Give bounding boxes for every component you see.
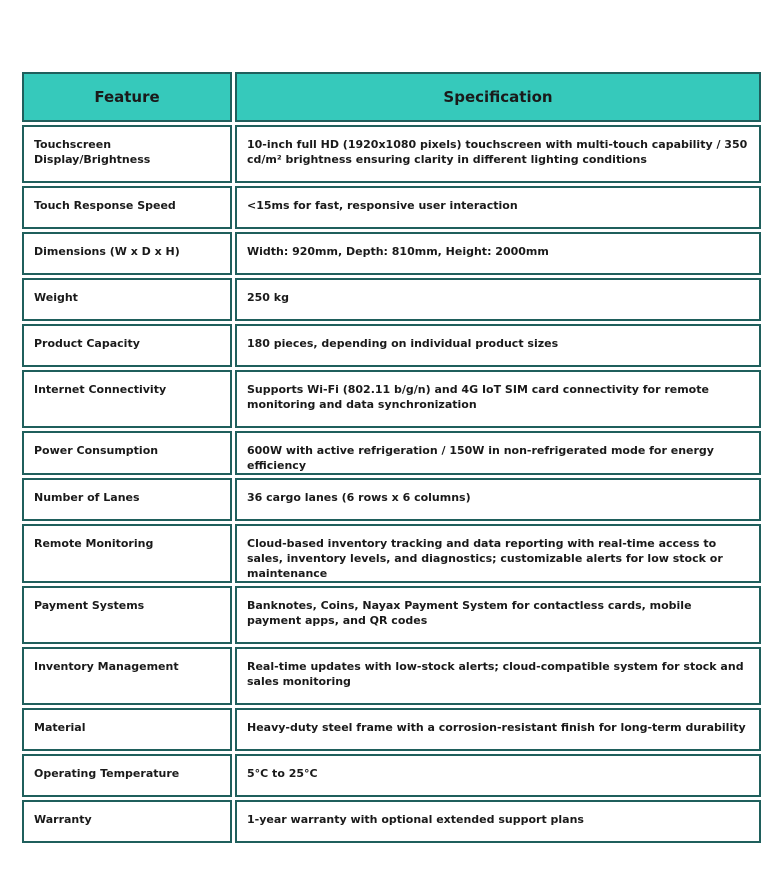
specification-cell: 1-year warranty with optional extended support plans (235, 800, 761, 843)
feature-cell: Number of Lanes (22, 478, 232, 521)
specification-cell: 5°C to 25°C (235, 754, 761, 797)
feature-cell: Warranty (22, 800, 232, 843)
feature-cell: Touchscreen Display/Brightness (22, 125, 232, 183)
specification-cell: 600W with active refrigeration / 150W in non-refrigerated mode for energy efficiency (235, 431, 761, 475)
specification-cell: Real-time updates with low-stock alerts; cloud-compatible system for stock and sales monitoring (235, 647, 761, 705)
feature-cell: Internet Connectivity (22, 370, 232, 428)
table-row (22, 278, 761, 321)
table-row (22, 232, 761, 275)
specification-column-header: Specification (235, 72, 761, 122)
specification-cell: 250 kg (235, 278, 761, 321)
table-row (22, 370, 761, 428)
specification-cell: <15ms for fast, responsive user interaction (235, 186, 761, 229)
table-header-row (22, 72, 761, 122)
specification-cell: Cloud-based inventory tracking and data reporting with real-time access to sales, inventory levels, and diagnostics; customizable alerts for low stock or maintenance (235, 524, 761, 583)
specification-cell: Supports Wi-Fi (802.11 b/g/n) and 4G IoT SIM card connectivity for remote monitoring and data synchronization (235, 370, 761, 428)
table-row (22, 186, 761, 229)
feature-cell: Inventory Management (22, 647, 232, 705)
specification-cell: 36 cargo lanes (6 rows x 6 columns) (235, 478, 761, 521)
feature-cell: Touch Response Speed (22, 186, 232, 229)
specification-cell: Width: 920mm, Depth: 810mm, Height: 2000mm (235, 232, 761, 275)
table-row (22, 431, 761, 475)
table-row (22, 524, 761, 583)
table-row (22, 478, 761, 521)
table-row (22, 125, 761, 183)
feature-cell: Remote Monitoring (22, 524, 232, 583)
feature-cell: Operating Temperature (22, 754, 232, 797)
specification-cell: Heavy-duty steel frame with a corrosion-resistant finish for long-term durability (235, 708, 761, 751)
feature-cell: Dimensions (W x D x H) (22, 232, 232, 275)
table-row (22, 800, 761, 843)
table-row (22, 754, 761, 797)
feature-cell: Product Capacity (22, 324, 232, 367)
feature-cell: Material (22, 708, 232, 751)
specification-cell: 180 pieces, depending on individual product sizes (235, 324, 761, 367)
table-row (22, 324, 761, 367)
feature-cell: Payment Systems (22, 586, 232, 644)
feature-column-header: Feature (22, 72, 232, 122)
table-row (22, 586, 761, 644)
specification-cell: Banknotes, Coins, Nayax Payment System for contactless cards, mobile payment apps, and QR codes (235, 586, 761, 644)
specification-table (19, 69, 764, 846)
feature-cell: Weight (22, 278, 232, 321)
feature-cell: Power Consumption (22, 431, 232, 475)
table-row (22, 708, 761, 751)
table-row (22, 647, 761, 705)
specification-cell: 10-inch full HD (1920x1080 pixels) touchscreen with multi-touch capability / 350 cd/m² brightness ensuring clarity in different lighting conditions (235, 125, 761, 183)
